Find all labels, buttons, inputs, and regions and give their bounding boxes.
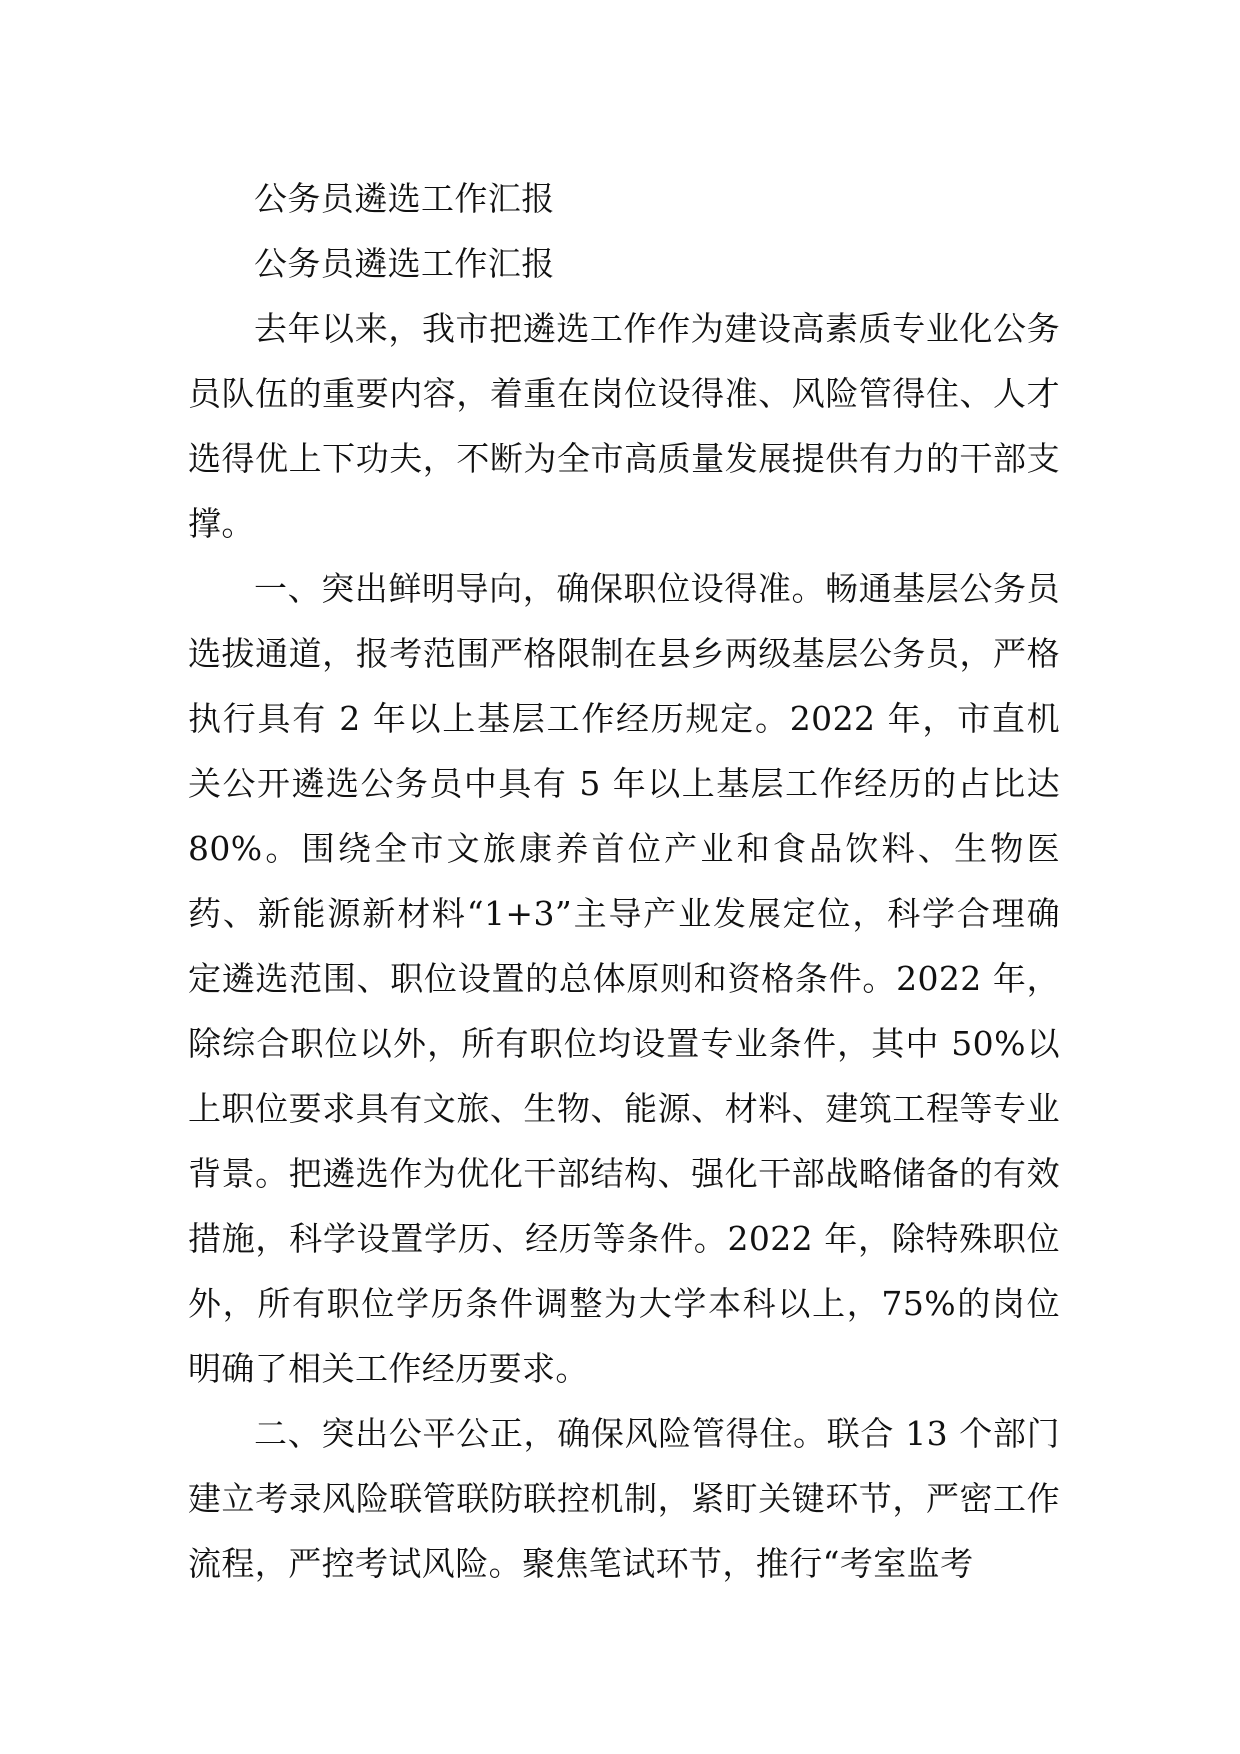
paragraph-section-two: 二、突出公平公正，确保风险管得住。联合 13 个部门建立考录风险联管联防联控机制，紧盯关键环节，严密工作流程，严控考试风险。聚焦笔试环节，推行“考室监考 — [188, 1414, 1060, 1583]
paragraph-section-one: 一、突出鲜明导向，确保职位设得准。畅通基层公务员选拔通道，报考范围严格限制在县乡两级基层公务员，严格执行具有 2 年以上基层工作经历规定。2022 年，市直机关公开遴选公务员中具有 5 年以上基层工作经历的占比达 80%。围绕全市文旅康养首位产业和食品饮料、生物医药、新能源新材料“1+3”主导产业发展定位，科学合理确定遴选范围、职位设置的总体原则和资格条件。2022 年，除综合职位以外，所有职位均设置专业条件，其中 50%以上职位要求具有文旅、生物、能源、材料、建筑工程等专业背景。把遴选作为优化干部结构、强化干部战略储备的有效措施，科学设置学历、经历等条件。2022 年，除特殊职位外，所有职位学历条件调整为大学本科以上，75%的岗位明确了相关工作经历要求。 — [188, 569, 1060, 1388]
paragraph-intro: 去年以来，我市把遴选工作作为建设高素质专业化公务员队伍的重要内容，着重在岗位设得准、风险管得住、人才选得优上下功夫，不断为全市高质量发展提供有力的干部支撑。 — [188, 309, 1060, 543]
document-subtitle: 公务员遴选工作汇报 — [254, 244, 555, 283]
document-body — [188, 166, 1060, 1596]
document-title: 公务员遴选工作汇报 — [254, 179, 555, 218]
